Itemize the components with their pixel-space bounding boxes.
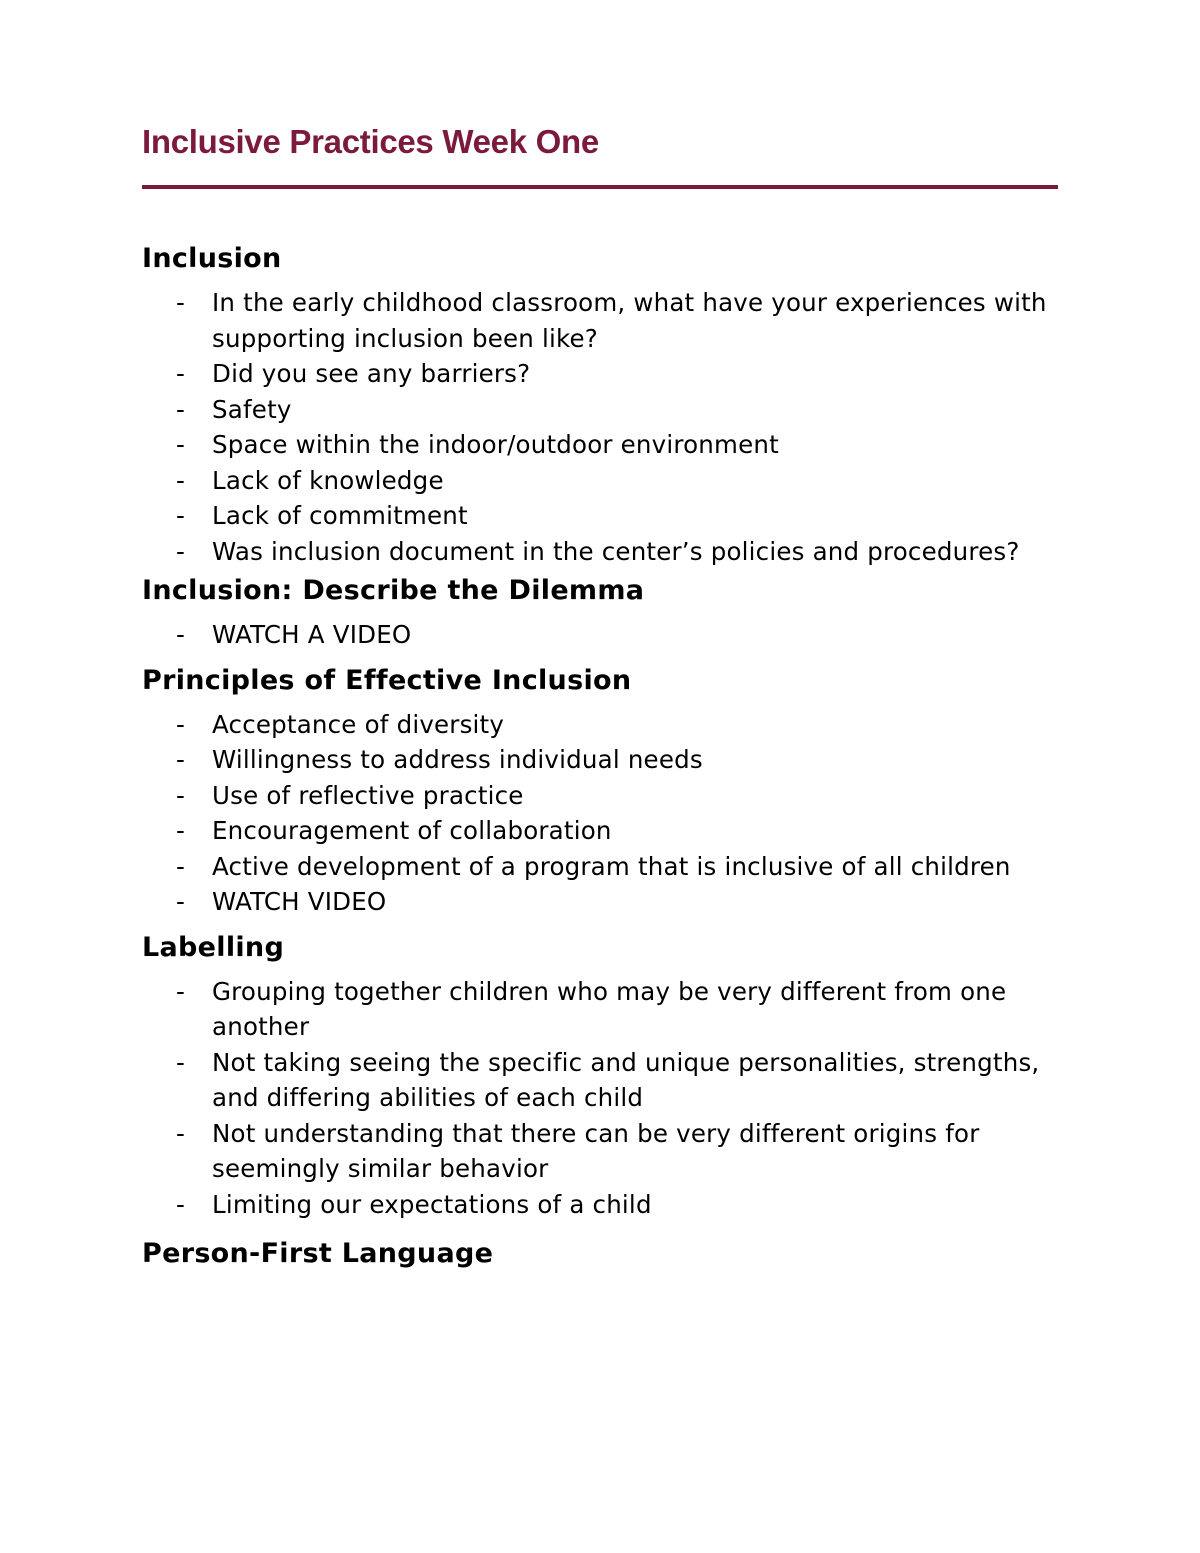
list-item (142, 849, 1058, 885)
section-heading-describe-dilemma: Inclusion: Describe the Dilemma (142, 575, 645, 606)
list-item (142, 498, 1058, 534)
bullet-list-principles (142, 707, 1058, 920)
list-item (142, 742, 1058, 778)
list-item-text: Was inclusion document in the center’s policies and procedures? (212, 536, 1020, 566)
list-item (142, 778, 1058, 814)
list-item (142, 617, 1058, 653)
bullet-marker: - (176, 536, 186, 566)
bullet-marker: - (176, 359, 186, 388)
list-item-text: Encouragement of collaboration (212, 816, 612, 845)
list-item-text: WATCH VIDEO (212, 887, 387, 916)
bullet-marker: - (176, 394, 186, 424)
list-item-text: Limiting our expectations of a child (212, 1189, 652, 1219)
list-item (142, 974, 1058, 1045)
list-item (142, 1187, 1058, 1223)
list-item-text: In the early childhood classroom, what have your experiences with supporting inclusion been like? (212, 288, 1047, 353)
list-item (142, 707, 1058, 743)
list-item-text: Did you see any barriers? (212, 359, 531, 388)
list-item-text: Lack of knowledge (212, 465, 444, 495)
bullet-list-describe-dilemma (142, 617, 1058, 653)
list-item-text: Willingness to address individual needs (212, 745, 703, 774)
bullet-marker: - (176, 1047, 186, 1077)
list-item (142, 1116, 1058, 1187)
list-item (142, 884, 1058, 920)
bullet-marker: - (176, 1118, 186, 1148)
list-item (142, 1045, 1058, 1116)
list-item-text: Use of reflective practice (212, 780, 524, 810)
bullet-marker: - (176, 501, 186, 530)
list-item (142, 534, 1058, 570)
bullet-marker: - (176, 745, 186, 774)
list-item-text: Acceptance of diversity (212, 709, 505, 739)
bullet-marker: - (176, 430, 186, 459)
document-title: Inclusive Practices Week One (142, 123, 599, 160)
bullet-marker: - (176, 1189, 186, 1219)
list-item (142, 285, 1058, 356)
list-item-text: Not taking seeing the specific and unique personalities, strengths, and differing abilities of each child (212, 1047, 1040, 1112)
list-item-text: Not understanding that there can be very different origins for seemingly similar behavior (212, 1118, 980, 1183)
list-item-text: Safety (212, 394, 292, 424)
title-divider (142, 185, 1058, 189)
list-item (142, 463, 1058, 499)
list-item-text: Space within the indoor/outdoor environment (212, 430, 779, 459)
bullet-marker: - (176, 465, 186, 495)
bullet-list-inclusion (142, 285, 1058, 569)
bullet-marker: - (176, 816, 186, 845)
section-heading-inclusion: Inclusion (142, 243, 282, 274)
list-item (142, 427, 1058, 463)
section-heading-person-first-language: Person-First Language (142, 1238, 494, 1269)
bullet-marker: - (176, 288, 186, 317)
bullet-marker: - (176, 976, 186, 1006)
bullet-marker: - (176, 620, 186, 649)
bullet-marker: - (176, 851, 186, 881)
document-page (142, 118, 1058, 1272)
bullet-marker: - (176, 887, 186, 916)
bullet-list-labelling (142, 974, 1058, 1223)
list-item (142, 356, 1058, 392)
list-item-text: WATCH A VIDEO (212, 620, 412, 649)
bullet-marker: - (176, 709, 186, 739)
bullet-marker: - (176, 780, 186, 810)
list-item-text: Lack of commitment (212, 501, 468, 530)
section-heading-labelling: Labelling (142, 931, 285, 963)
list-item-text: Grouping together children who may be very different from one another (212, 976, 1007, 1041)
list-item (142, 813, 1058, 849)
list-item-text: Active development of a program that is inclusive of all children (212, 851, 1011, 881)
section-heading-principles: Principles of Effective Inclusion (142, 664, 632, 696)
list-item (142, 392, 1058, 428)
